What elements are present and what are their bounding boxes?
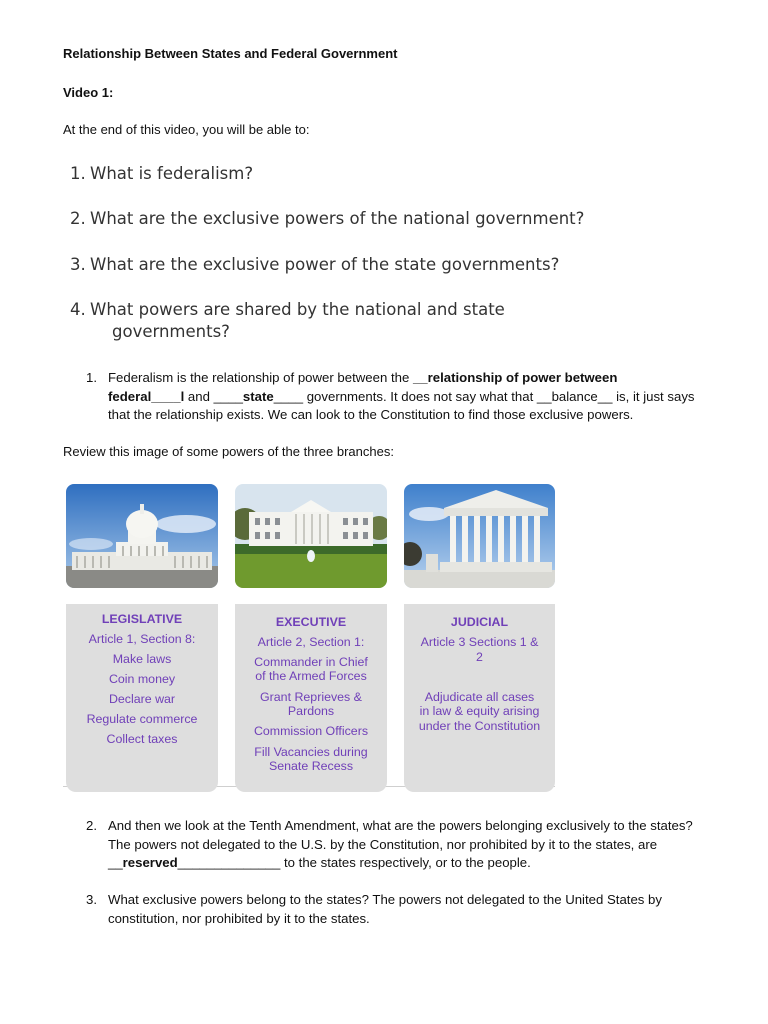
video-label: Video 1: (63, 85, 114, 100)
answer-number: 3. (86, 892, 97, 907)
branch-power: Make laws (112, 652, 172, 666)
branch-power: Fill Vacancies during (254, 745, 368, 759)
objective-4-continued: governments? (112, 322, 230, 341)
branch-power: under the Constitution (418, 719, 541, 733)
answer-text: ______________ to the states respectively, or to the people. (177, 855, 531, 870)
objective-text: What are the exclusive powers of the national government? (90, 209, 585, 228)
capitol-image (66, 484, 218, 588)
branch-power: of the Armed Forces (255, 669, 367, 683)
intro-text: At the end of this video, you will be able to: (63, 122, 310, 137)
branch-power: Collect taxes (106, 732, 178, 746)
branches-figure (63, 482, 555, 794)
review-instruction: Review this image of some powers of the three branches: (63, 444, 394, 459)
branch-power: Adjudicate all cases (424, 690, 535, 704)
white-house-image (235, 484, 387, 588)
answer-blank-federal: __relationship of power between federal____l (108, 370, 618, 404)
judicial-panel (404, 604, 555, 792)
objective-1 (70, 164, 253, 183)
branch-heading: JUDICIAL (450, 615, 509, 629)
answer-2 (86, 817, 696, 873)
answer-text: And then we look at the Tenth Amendment, what are the powers belonging exclusively to the states? The powers not delegated to the U.S. by the Constitution, nor prohibited by it to the states, are __ (108, 818, 693, 870)
answer-number: 2. (86, 818, 97, 833)
branch-heading: EXECUTIVE (275, 615, 347, 629)
answer-blank-state: state (242, 388, 274, 404)
branch-power: Commission Officers (253, 724, 369, 738)
supreme-court-image (404, 484, 555, 588)
branch-power: Commander in Chief (254, 655, 368, 669)
objective-number: 3. (70, 255, 86, 274)
objective-text: What powers are shared by the national and state (90, 300, 505, 319)
branch-power: Grant Reprieves & (260, 690, 362, 704)
objective-2 (70, 209, 584, 228)
branch-power: Article 1, Section 8: (88, 632, 196, 646)
answer-3 (86, 891, 696, 928)
document-title: Relationship Between States and Federal Government (63, 46, 398, 61)
objective-text: What are the exclusive power of the state governments? (90, 255, 560, 274)
branch-power: Regulate commerce (86, 712, 198, 726)
branch-power: Declare war (108, 692, 176, 706)
answer-blank-reserved: reserved (122, 855, 178, 870)
objective-number: 4. (70, 300, 86, 319)
answer-text: ____ governments. It does not say what that __balance__ is, it just says that the relationship exists. We can look to the Constitution to find those exclusive powers. (108, 388, 695, 422)
objective-number: 2. (70, 209, 86, 228)
answer-text: and ____ (184, 388, 243, 404)
branch-power: Senate Recess (268, 759, 354, 773)
legislative-panel (66, 604, 218, 792)
branch-power: Article 3 Sections 1 & (420, 635, 539, 649)
branch-power: Pardons (287, 704, 335, 718)
branch-power: Coin money (108, 672, 176, 686)
answer-text: What exclusive powers belong to the states? The powers not delegated to the United States by constitution, nor prohibited by it to the states. (108, 892, 662, 926)
objective-number: 1. (70, 164, 86, 183)
branch-power: 2 (476, 650, 483, 664)
branch-power: Article 2, Section 1: (257, 635, 365, 649)
answer-text: Federalism is the relationship of power between the (108, 370, 413, 385)
branch-power: in law & equity arising (419, 704, 540, 718)
answer-1 (86, 369, 696, 425)
objective-3 (70, 255, 559, 274)
branch-heading: LEGISLATIVE (101, 612, 183, 626)
objective-text: What is federalism? (90, 164, 254, 183)
executive-panel (235, 604, 387, 792)
objective-4 (70, 300, 505, 319)
answer-number: 1. (86, 370, 97, 385)
